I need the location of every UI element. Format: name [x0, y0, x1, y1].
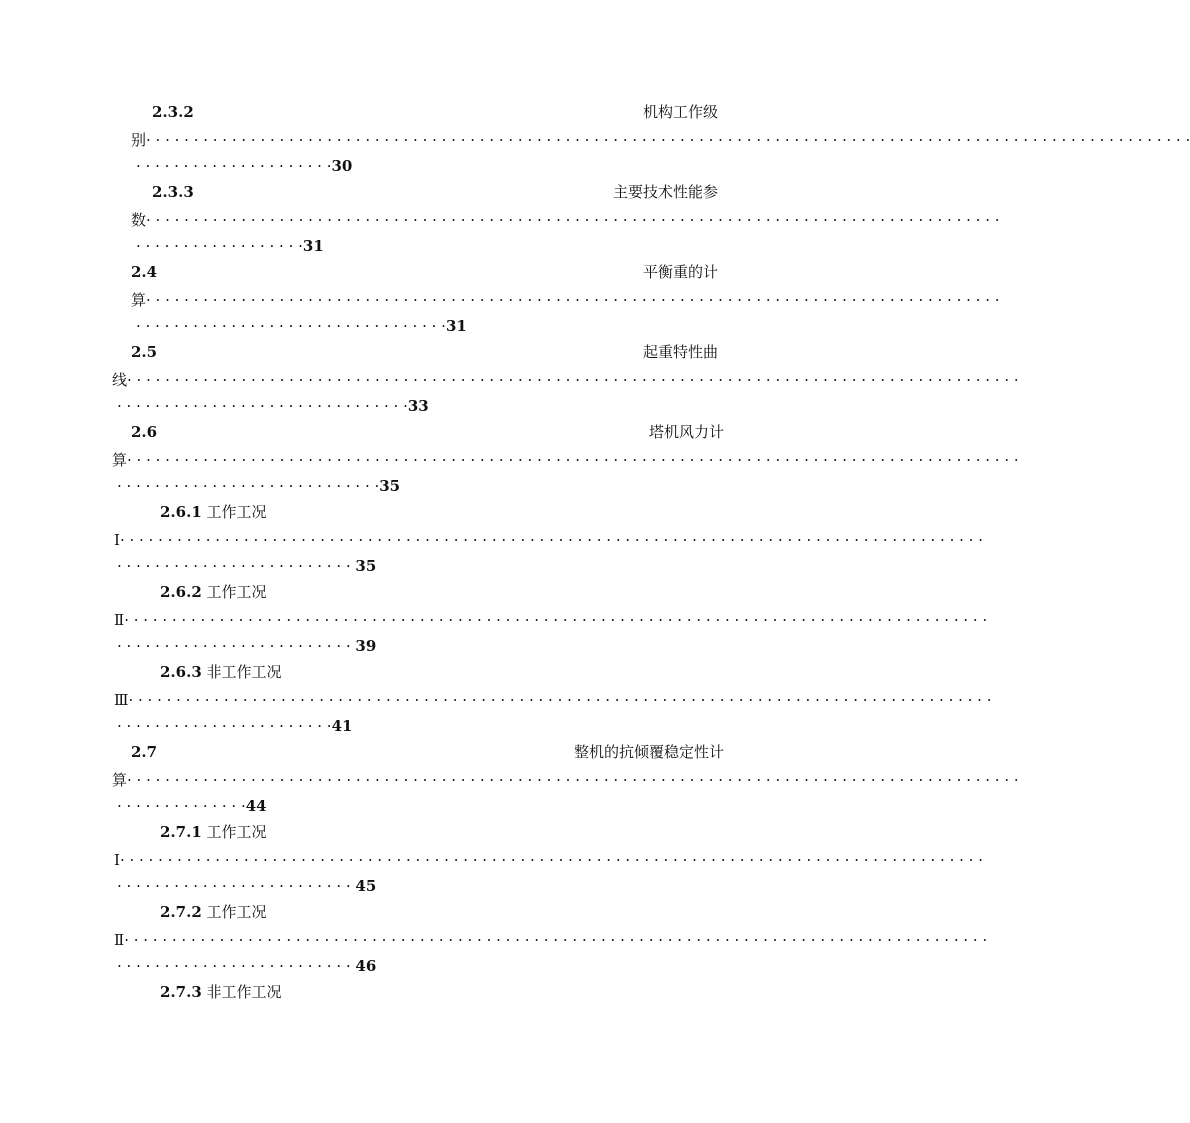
- toc-entry-page[interactable]: · · · · · · · · · · · · · · · · · · · · · · · · · 46: [117, 957, 377, 975]
- toc-entry-leader: 算· · · · · · · · · · · · · · · · · · · · · · · · · · · · · · · · · · · · · · · · · · · · · · · · · · · · · · · · · · · · · · · · · · · · · · · · · · · · · · · · · · · · · · · · · · · · · ·: [112, 771, 1019, 789]
- toc-entry-heading: 2.6.2 工作工况: [160, 583, 267, 601]
- toc-entry-leader: 数· · · · · · · · · · · · · · · · · · · · · · · · · · · · · · · · · · · · · · · · · · · · · · · · · · · · · · · · · · · · · · · · · · · · · · · · · · · · · · · · · · · · · · · · · ·: [131, 211, 1000, 229]
- toc-entry-leader: Ⅱ· · · · · · · · · · · · · · · · · · · · · · · · · · · · · · · · · · · · · · · · · · · · · · · · · · · · · · · · · · · · · · · · · · · · · · · · · · · · · · · · · · · · · · · · · · ·: [114, 931, 988, 949]
- toc-entry-leader: 别· · · · · · · · · · · · · · · · · · · · · · · · · · · · · · · · · · · · · · · · · · · · · · · · · · · · · · · · · · · · · · · · · · · · · · · · · · · · · · · · · · · · · · · · · · · · · · · · · · · · · · · · · · · · · ·: [131, 131, 1190, 149]
- toc-entry-leader: 线· · · · · · · · · · · · · · · · · · · · · · · · · · · · · · · · · · · · · · · · · · · · · · · · · · · · · · · · · · · · · · · · · · · · · · · · · · · · · · · · · · · · · · · · · · · · · ·: [112, 371, 1019, 389]
- toc-entry-number: 2.4: [131, 263, 158, 281]
- toc-entry-leader: Ⅰ· · · · · · · · · · · · · · · · · · · · · · · · · · · · · · · · · · · · · · · · · · · · · · · · · · · · · · · · · · · · · · · · · · · · · · · · · · · · · · · · · · · · · · · · · · ·: [114, 531, 983, 549]
- toc-entry-heading: 2.6.3 非工作工况: [160, 663, 282, 681]
- toc-entry-title: 主要技术性能参: [612, 183, 718, 201]
- toc-entry-heading: 2.6.1 工作工况: [160, 503, 267, 521]
- toc-entry-number: 2.3.3: [152, 183, 194, 201]
- toc-entry-page[interactable]: · · · · · · · · · · · · · · · · · · · · · · ·41: [117, 717, 353, 735]
- toc-entry-page[interactable]: · · · · · · · · · · · · · · · · · · · · · · · · · 45: [117, 877, 377, 895]
- toc-entry-title: 起重特性曲: [642, 343, 718, 361]
- toc-entry-page[interactable]: · · · · · · · · · · · · · · · · · · · · · · · · · 35: [117, 557, 377, 575]
- toc-entry-heading: 2.7.3 非工作工况: [160, 983, 282, 1001]
- toc-entry-leader: Ⅱ· · · · · · · · · · · · · · · · · · · · · · · · · · · · · · · · · · · · · · · · · · · · · · · · · · · · · · · · · · · · · · · · · · · · · · · · · · · · · · · · · · · · · · · · · · ·: [114, 611, 988, 629]
- toc-entry-heading: 2.7.1 工作工况: [160, 823, 267, 841]
- toc-entry-page[interactable]: · · · · · · · · · · · · · · · · · · · · · · · · · 39: [117, 637, 377, 655]
- toc-entry-number: 2.3.2: [152, 103, 194, 121]
- toc-entry-page[interactable]: · · · · · · · · · · · · · · · · · · · · · · · · · · · ·35: [117, 477, 401, 495]
- toc-entry-leader: Ⅰ· · · · · · · · · · · · · · · · · · · · · · · · · · · · · · · · · · · · · · · · · · · · · · · · · · · · · · · · · · · · · · · · · · · · · · · · · · · · · · · · · · · · · · · · · · ·: [114, 851, 983, 869]
- toc-entry-page[interactable]: · · · · · · · · · · · · · · · · · · · · · · · · · · · · · · ·33: [117, 397, 429, 415]
- toc-entry-title: 塔机风力计: [648, 423, 724, 441]
- toc-entry-page[interactable]: · · · · · · · · · · · · · · · · · · · · ·30: [136, 157, 353, 175]
- toc-entry-title: 整机的抗倾覆稳定性计: [573, 743, 724, 761]
- toc-entry-leader: 算· · · · · · · · · · · · · · · · · · · · · · · · · · · · · · · · · · · · · · · · · · · · · · · · · · · · · · · · · · · · · · · · · · · · · · · · · · · · · · · · · · · · · · · · · ·: [131, 291, 1000, 309]
- toc-entry-number: 2.7: [131, 743, 158, 761]
- toc-entry-title: 机构工作级: [642, 103, 718, 121]
- toc-entry-number: 2.6: [131, 423, 158, 441]
- toc-entry-page[interactable]: · · · · · · · · · · · · · · · · · ·31: [136, 237, 324, 255]
- toc-entry-heading: 2.7.2 工作工况: [160, 903, 267, 921]
- toc-entry-page[interactable]: · · · · · · · · · · · · · ·44: [117, 797, 267, 815]
- toc-entry-leader: 算· · · · · · · · · · · · · · · · · · · · · · · · · · · · · · · · · · · · · · · · · · · · · · · · · · · · · · · · · · · · · · · · · · · · · · · · · · · · · · · · · · · · · · · · · · · · · ·: [112, 451, 1019, 469]
- toc-entry-title: 平衡重的计: [642, 263, 718, 281]
- toc-entry-leader: Ⅲ· · · · · · · · · · · · · · · · · · · · · · · · · · · · · · · · · · · · · · · · · · · · · · · · · · · · · · · · · · · · · · · · · · · · · · · · · · · · · · · · · · · · · · · · · · ·: [114, 691, 992, 709]
- toc-entry-page[interactable]: · · · · · · · · · · · · · · · · · · · · · · · · · · · · · · · · ·31: [136, 317, 467, 335]
- toc-entry-number: 2.5: [131, 343, 158, 361]
